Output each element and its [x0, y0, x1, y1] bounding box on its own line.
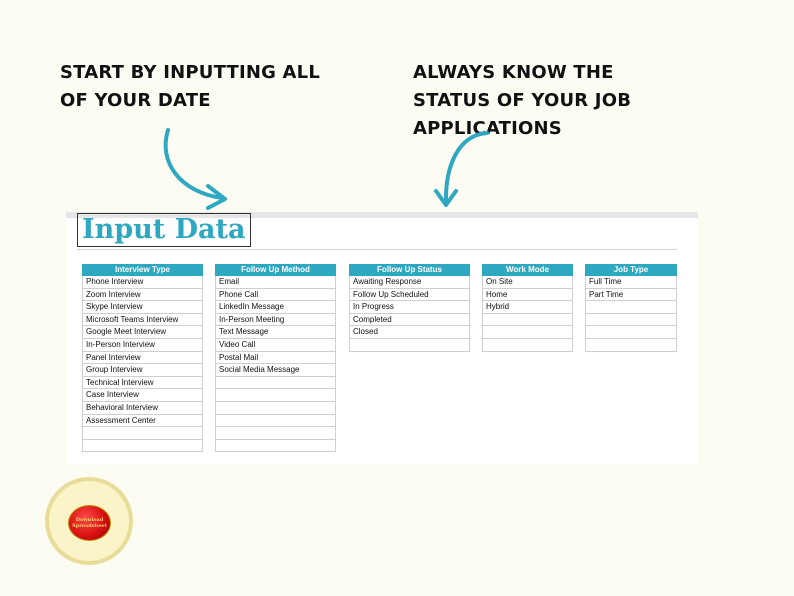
logo-text: Download Spreadsheet: [72, 517, 107, 529]
table-cell[interactable]: LinkedIn Message: [215, 301, 336, 314]
table-cell[interactable]: Email: [215, 276, 336, 289]
right-caption-line-1: ALWAYS KNOW THE: [413, 62, 614, 83]
column-header[interactable]: Interview Type: [82, 264, 203, 276]
table-cell[interactable]: [82, 440, 203, 453]
table-cell[interactable]: Zoom Interview: [82, 289, 203, 302]
table-cell[interactable]: Phone Call: [215, 289, 336, 302]
column-header[interactable]: Job Type: [585, 264, 677, 276]
table-cell[interactable]: Technical Interview: [82, 377, 203, 390]
table-cell[interactable]: [585, 326, 677, 339]
table-cell[interactable]: Completed: [349, 314, 470, 327]
left-caption-line-2: OF YOUR DATE: [60, 90, 211, 111]
table-cell[interactable]: Social Media Message: [215, 364, 336, 377]
column-interview-type: [82, 264, 203, 452]
column-header[interactable]: Follow Up Status: [349, 264, 470, 276]
table-cell[interactable]: [585, 339, 677, 352]
table-cell[interactable]: Postal Mail: [215, 352, 336, 365]
table-cell[interactable]: Microsoft Teams Interview: [82, 314, 203, 327]
table-cell[interactable]: Text Message: [215, 326, 336, 339]
table-cell[interactable]: Behavioral Interview: [82, 402, 203, 415]
table-cell[interactable]: [215, 427, 336, 440]
brand-logo: [45, 477, 133, 565]
table-cell[interactable]: [215, 389, 336, 402]
table-cell[interactable]: [482, 314, 573, 327]
spreadsheet-brand-logo-icon: [68, 505, 111, 541]
table-cell[interactable]: In-Person Interview: [82, 339, 203, 352]
table-cell[interactable]: [482, 326, 573, 339]
table-cell[interactable]: Follow Up Scheduled: [349, 289, 470, 302]
table-cell[interactable]: [349, 339, 470, 352]
column-follow-up-method: [215, 264, 336, 452]
right-caption-line-3: APPLICATIONS: [413, 118, 562, 139]
table-cell[interactable]: [215, 402, 336, 415]
curved-arrow-right-icon: [425, 125, 495, 213]
column-header[interactable]: Work Mode: [482, 264, 573, 276]
column-header[interactable]: Follow Up Method: [215, 264, 336, 276]
table-cell[interactable]: Video Call: [215, 339, 336, 352]
column-follow-up-status: [349, 264, 470, 352]
left-caption-line-1: START BY INPUTTING ALL: [60, 62, 321, 83]
table-cell[interactable]: [585, 301, 677, 314]
table-cell[interactable]: Assessment Center: [82, 415, 203, 428]
table-cell[interactable]: [215, 415, 336, 428]
sheet-title: Input Data: [77, 213, 251, 247]
left-caption: [60, 59, 320, 115]
table-cell[interactable]: In Progress: [349, 301, 470, 314]
right-caption-line-2: STATUS OF YOUR JOB: [413, 90, 632, 111]
table-cell[interactable]: [585, 314, 677, 327]
table-cell[interactable]: Full Time: [585, 276, 677, 289]
table-cell[interactable]: [215, 377, 336, 390]
table-cell[interactable]: [482, 339, 573, 352]
table-cell[interactable]: Skype Interview: [82, 301, 203, 314]
table-cell[interactable]: Awaiting Response: [349, 276, 470, 289]
table-cell[interactable]: Closed: [349, 326, 470, 339]
table-cell[interactable]: In-Person Meeting: [215, 314, 336, 327]
column-work-mode: [482, 264, 573, 352]
table-cell[interactable]: Google Meet Interview: [82, 326, 203, 339]
table-cell[interactable]: Part Time: [585, 289, 677, 302]
table-cell[interactable]: [82, 427, 203, 440]
table-cell[interactable]: Hybrid: [482, 301, 573, 314]
table-cell[interactable]: On Site: [482, 276, 573, 289]
table-cell[interactable]: Panel Interview: [82, 352, 203, 365]
title-divider: [77, 249, 677, 250]
table-cell[interactable]: Phone Interview: [82, 276, 203, 289]
table-cell[interactable]: Case Interview: [82, 389, 203, 402]
column-job-type: [585, 264, 677, 352]
table-cell[interactable]: Home: [482, 289, 573, 302]
table-cell[interactable]: Group Interview: [82, 364, 203, 377]
curved-arrow-left-icon: [150, 122, 240, 212]
table-cell[interactable]: [215, 440, 336, 453]
spreadsheet-panel: [66, 212, 698, 464]
